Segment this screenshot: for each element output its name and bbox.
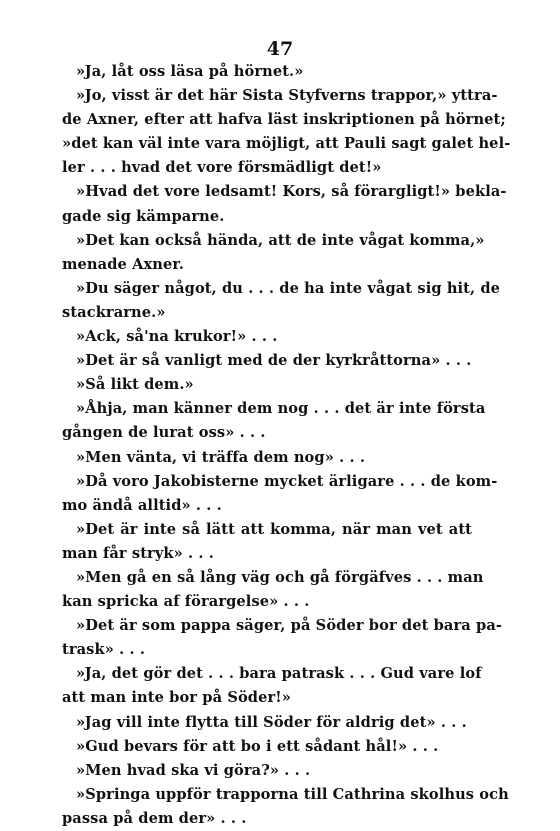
text-line: »Åhja, man känner dem nog . . . det är inte första xyxy=(76,400,486,418)
text-line: »Men hvad ska vi göra?» . . . xyxy=(76,761,311,779)
text-line: »Det är så vanligt med de der kyrkråttorna» . . . xyxy=(76,352,472,370)
text-line: »Ja, det gör det . . . bara patrask . . . Gud vare lof xyxy=(76,665,482,683)
text-line: »Men gå en så lång väg och gå förgäfves . . . man xyxy=(76,568,484,586)
text-line: »Hvad det vore ledsamt! Kors, så förargligt!» bekla- xyxy=(76,183,507,201)
text-line: gången de lurat oss» . . . xyxy=(62,424,266,442)
text-line: »Ja, låt oss läsa på hörnet.» xyxy=(76,63,304,80)
text-line: »Jo, visst är det här Sista Styfverns trappor,» yttra- xyxy=(76,87,498,105)
text-line: »Ack, så'na krukor!» . . . xyxy=(76,328,278,346)
text-line: menade Axner. xyxy=(62,255,185,273)
text-line: »Gud bevars för att bo i ett sådant hål!» . . . xyxy=(76,737,439,755)
text-line: ler . . . hvad det vore försmädligt det!» xyxy=(62,159,382,177)
text-line: »det kan väl inte vara möjligt, att Pauli sagt galet hel- xyxy=(62,135,511,153)
text-line: »Så likt dem.» xyxy=(76,376,194,394)
text-line: stackrarne.» xyxy=(62,303,166,321)
text-line: »Det är inte så lätt att komma, när man vet att xyxy=(76,520,472,538)
text-line: »Det är som pappa säger, på Söder bor det bara pa- xyxy=(76,617,503,635)
text-line: »Men vänta, vi träffa dem nog» . . . xyxy=(76,448,366,466)
text-line: »Springa uppför trapporna till Cathrina skolhus och xyxy=(76,785,509,803)
text-line: att man inte bor på Söder!» xyxy=(62,689,291,707)
text-line: »Du säger något, du . . . de ha inte vågat sig hit, de xyxy=(76,279,501,297)
text-line: kan spricka af förargelse» . . . xyxy=(62,593,310,611)
text-line: »Jag vill inte flytta till Söder för aldrig det» . . . xyxy=(76,713,467,731)
text-line: mo ändå alltid» . . . xyxy=(62,496,222,514)
body-text xyxy=(62,60,511,831)
text-line: gade sig kämparne. xyxy=(62,207,225,225)
text-line: »Det kan också hända, att de inte vågat komma,» xyxy=(76,231,485,249)
text-line: man får stryk» . . . xyxy=(62,544,214,562)
text-line: trask» . . . xyxy=(62,641,146,659)
page-number: 47 xyxy=(266,38,294,60)
text-line: de Axner, efter att hafva läst inskriptionen på hörnet; xyxy=(62,111,506,129)
text-line: passa på dem der» . . . xyxy=(62,809,247,827)
text-line: »Då voro Jakobisterne mycket ärligare . . . de kom- xyxy=(76,472,498,490)
